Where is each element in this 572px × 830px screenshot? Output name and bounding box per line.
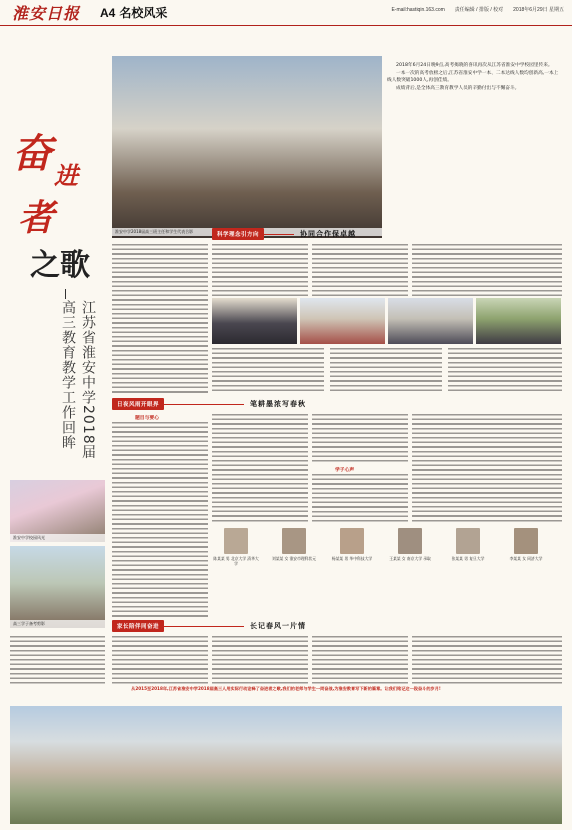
student-profile	[270, 528, 318, 561]
section-3-title: 长记春风一片情	[250, 621, 307, 630]
student-profile	[386, 528, 434, 561]
headline-subtitle: 江苏省淮安中学2018届高三教育教学工作回眸	[60, 300, 96, 460]
page-label	[100, 4, 167, 21]
intro-paragraph-2: 一本一次的高考放榜之后,江苏省淮安中学一本、二本达线人数均创新高,一本上线人数突破1000人,再创佳绩。	[387, 70, 559, 84]
student-portrait	[224, 528, 248, 554]
section-2-text-col-1	[112, 422, 208, 618]
student-profile	[502, 528, 550, 561]
section-2-subhead-right: 学子心声	[335, 468, 355, 473]
editor-email: E-mail:hastiqin.163.com	[391, 6, 445, 13]
section-2-title: 笔耕墨浓写春秋	[250, 399, 307, 408]
masthead	[0, 0, 572, 26]
headline-char-3: 者	[18, 197, 55, 239]
campus-panorama-photo	[10, 706, 562, 824]
section-2-header	[112, 398, 562, 410]
page-number: A4	[100, 5, 116, 20]
section-1-text-lower-3	[448, 348, 562, 394]
student-portrait	[398, 528, 422, 554]
intro-paragraph-1: 2018年6月24日晚9点,高考揭晓的喜讯再次从江苏省淮安中学校园里传来。	[396, 63, 553, 68]
section-1-text-col-4	[412, 244, 562, 296]
class-photo-1	[212, 298, 297, 344]
headline-column	[10, 82, 105, 472]
student-name: 李某某 女 同济大学	[509, 556, 543, 561]
section-3-text-col-2	[212, 636, 308, 684]
headline-char-2: 进	[54, 161, 78, 190]
section-1-text-lower-1	[212, 348, 324, 394]
student-name: 刘某某 女 淮安市理科状元	[271, 556, 317, 561]
campus-photo-1-caption: 淮安中学校园风光	[10, 534, 105, 542]
section-3-text-col-4	[412, 636, 562, 684]
intro-paragraphs	[387, 62, 559, 92]
editor-credit: 责任编辑 / 排版 / 校对	[454, 7, 504, 13]
section-2-rule	[164, 404, 244, 405]
section-2-text-col-4	[412, 414, 562, 524]
section-1-header	[212, 228, 562, 240]
class-photo-2	[300, 298, 385, 344]
student-name: 陈某某 男 北京大学 清华大学	[213, 556, 259, 566]
student-portrait	[340, 528, 364, 554]
section-1-text-lower-2	[330, 348, 442, 394]
section-name: 名校风采	[119, 6, 168, 20]
masthead-info	[391, 6, 564, 13]
class-photo-4	[476, 298, 561, 344]
campus-photo-1	[10, 480, 105, 542]
section-2-text-col-2	[212, 414, 308, 524]
subtitle-dash	[65, 289, 66, 299]
headline-char-1: 奋	[12, 130, 52, 177]
section-2-text-col-3	[312, 414, 408, 464]
section-1-tag: 科学理念引方向	[212, 228, 264, 240]
section-3-text-col-1	[112, 636, 208, 684]
student-name: 杨某某 男 华中科技大学	[331, 556, 373, 561]
section-3-text-col-3	[312, 636, 408, 684]
headline-char-4: 之歌	[30, 248, 90, 283]
section-3-header	[112, 620, 562, 632]
top-group-photo	[112, 56, 382, 238]
newspaper-logo: 淮安日报	[12, 4, 81, 23]
section-2-text-col-3b	[312, 474, 408, 524]
campus-photo-2-caption: 高三学子备考剪影	[10, 620, 105, 628]
top-photo-caption: 淮安中学2018届高三班主任和学生代表合影	[112, 228, 382, 236]
class-photo-3	[388, 298, 473, 344]
section-3-tag: 家长陪伴同奋进	[112, 620, 164, 632]
campus-photo-2	[10, 546, 105, 628]
student-portrait	[282, 528, 306, 554]
section-2-subhead-left: 题目与要心	[135, 416, 159, 421]
student-profile	[444, 528, 492, 561]
section-1-text-col-3	[312, 244, 408, 296]
student-portrait	[514, 528, 538, 554]
student-profile	[328, 528, 376, 561]
section-3-rule	[164, 626, 244, 627]
student-profile	[212, 528, 260, 566]
issue-date: 2018年6月29日 星期五	[513, 7, 564, 13]
student-portrait	[456, 528, 480, 554]
section-1-text-col-2	[212, 244, 308, 296]
section-3-text-col-0	[10, 636, 105, 684]
section-1-text-col-1	[112, 244, 208, 394]
intro-paragraph-3: 成绩背后,是全体高三教育教学人员的辛勤付出与不懈奋斗。	[396, 85, 520, 91]
student-name: 张某某 男 复旦大学	[451, 556, 485, 561]
section-1-title: 协同合作保卓越	[300, 229, 357, 238]
section-1-rule	[264, 234, 294, 235]
student-name: 王某某 女 南京大学 录取	[389, 556, 431, 561]
section-2-tag: 日夜风雨开眼界	[112, 398, 164, 410]
footer-banner-text: 从2015至2018年,江苏省淮安中学2018届高三人用实际行动诠释了奋进者之歌,我们的老师与学生一同奋战,为淮安教育写下新的篇章。让我们铭记这一段奋斗的岁月!	[131, 686, 441, 691]
